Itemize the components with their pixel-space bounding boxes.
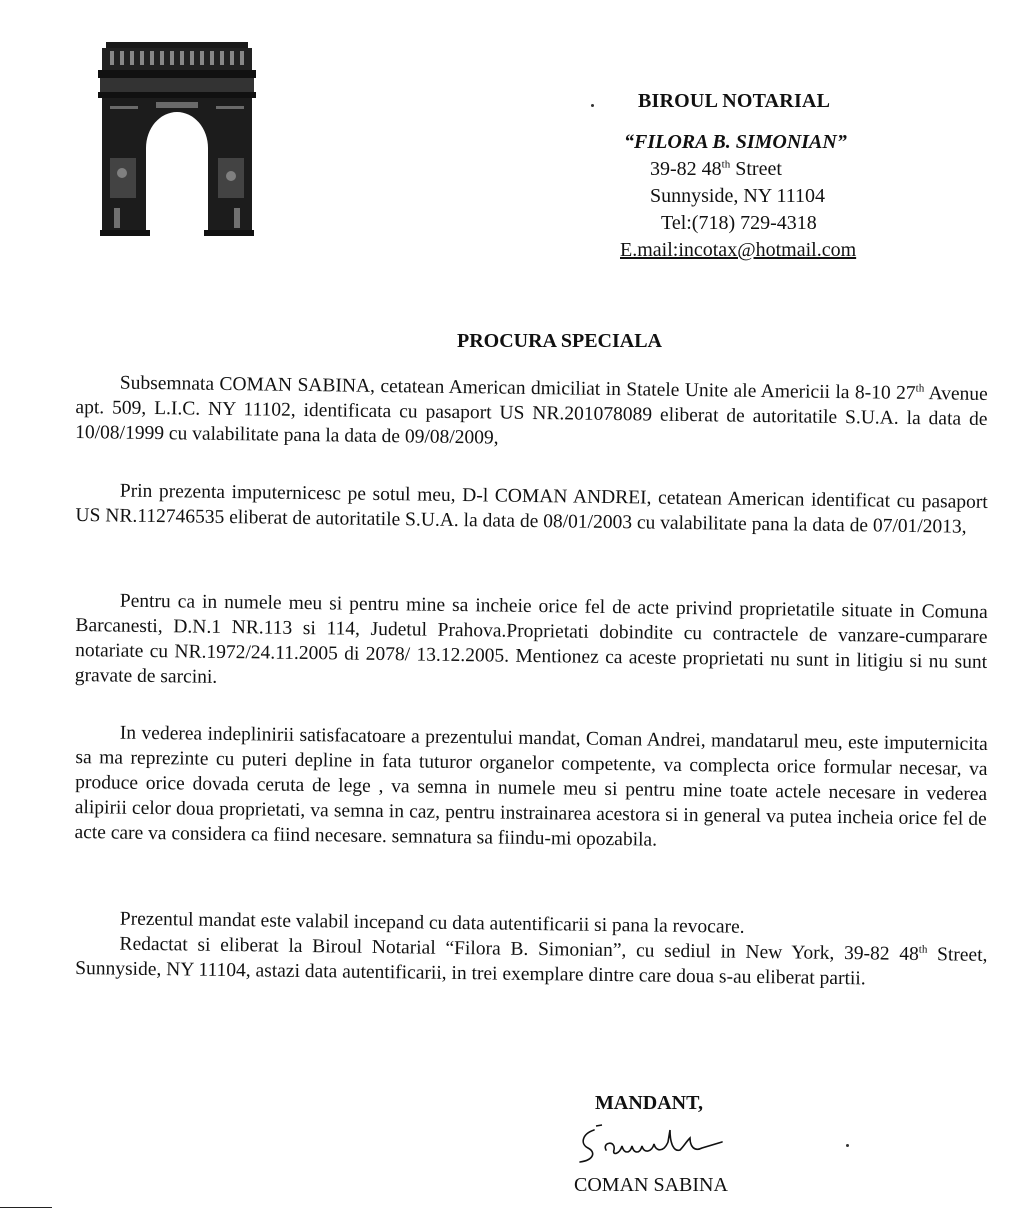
office-name: “FILORA B. SIMONIAN” xyxy=(624,131,847,153)
arch-logo xyxy=(96,38,258,238)
paragraph-agent xyxy=(75,478,988,540)
notary-office-header xyxy=(560,88,940,264)
address-ordinal-suffix: th xyxy=(721,158,731,171)
address-street-number: 39-82 48 xyxy=(650,158,722,180)
handwritten-signature xyxy=(572,1120,732,1166)
stray-mark xyxy=(846,1144,849,1147)
paragraph-text: Street, Sunnyside, NY 11104, astazi data autentificarii, in trei exemplare dintre care doua s-au eliberat partii. xyxy=(75,944,988,990)
paragraph-text: In vederea indeplinirii satisfacatoare a prezentului mandat, Coman Andrei, mandatarul meu, este imputernicita sa ma reprezinte cu puteri depline in fata tuturor organelor competente, va complecta orice formular necesar, va produce orice dovada ceruta de lege , va semna in numele meu si pentru mine toate actele necesare in vederea alipirii celor doua proprietati, va semna in caz, pentru instrainarea acestora si in general va putea incheia orice fel de acte care va considera ca fiind necesare. semnatura sa fiindu-mi opozabila. xyxy=(74,722,988,851)
paragraph-text: Pentru ca in numele meu si pentru mine sa incheie orice fel de acte privind proprietatile situate in Comuna Barcanesti, D.N.1 NR.113 si 114, Judetul Prahova.Proprietati dobindite cu contractele de vanzare-cumparare notariate cu NR.1972/24.11.2005 di 2078/ 13.12.2005. Mentionez ca aceste proprietati nu sunt in litigiu si nu sunt gravate de sarcini. xyxy=(74,590,988,688)
paragraph-validity xyxy=(75,906,988,993)
office-email: E.mail:incotax@hotmail.com xyxy=(620,239,857,261)
corner-line xyxy=(0,1207,52,1208)
office-phone: Tel:(718) 729-4318 xyxy=(661,212,817,234)
paragraph-powers xyxy=(74,720,988,857)
office-address-city: Sunnyside, NY 11104 xyxy=(650,185,825,207)
document-title: PROCURA SPECIALA xyxy=(456,330,663,352)
paragraph-purpose xyxy=(75,588,988,700)
paragraph-principal xyxy=(75,370,988,457)
mandant-label: MANDANT, xyxy=(595,1092,703,1114)
paragraph-text: Prin prezenta imputernicesc pe sotul meu, D-l COMAN ANDREI, cetatean American identificat cu pasaport US NR.112746535 eliberat de autoritatile S.U.A. la data de 08/01/2003 cu valabilitate pana la data de 07/01/2013, xyxy=(75,480,988,538)
paragraph-text: Avenue apt. 509, L.I.C. NY 11102, identificata cu pasaport US NR.201078089 eliberat de autoritatile S.U.A. la data de 10/08/1999 cu valabilitate pana la data de 09/08/2009, xyxy=(75,383,988,449)
paragraph-text: Prezentul mandat este valabil incepand cu data autentificarii si pana la revocare. xyxy=(119,908,745,938)
office-title: BIROUL NOTARIAL xyxy=(638,90,831,112)
paragraph-text: Subsemnata COMAN SABINA, cetatean American dmiciliat in Statele Unite ale Americii la 8-10 27 xyxy=(119,372,916,404)
ordinal-suffix: th xyxy=(918,943,928,956)
address-street-suffix: Street xyxy=(730,158,782,180)
signer-name: COMAN SABINA xyxy=(574,1174,728,1196)
ordinal-suffix: th xyxy=(915,382,925,395)
office-address-street xyxy=(560,156,940,183)
paragraph-text: Redactat si eliberat la Biroul Notarial “Filora B. Simonian”, cu sediul in New York, 39-82 48 xyxy=(119,933,919,966)
